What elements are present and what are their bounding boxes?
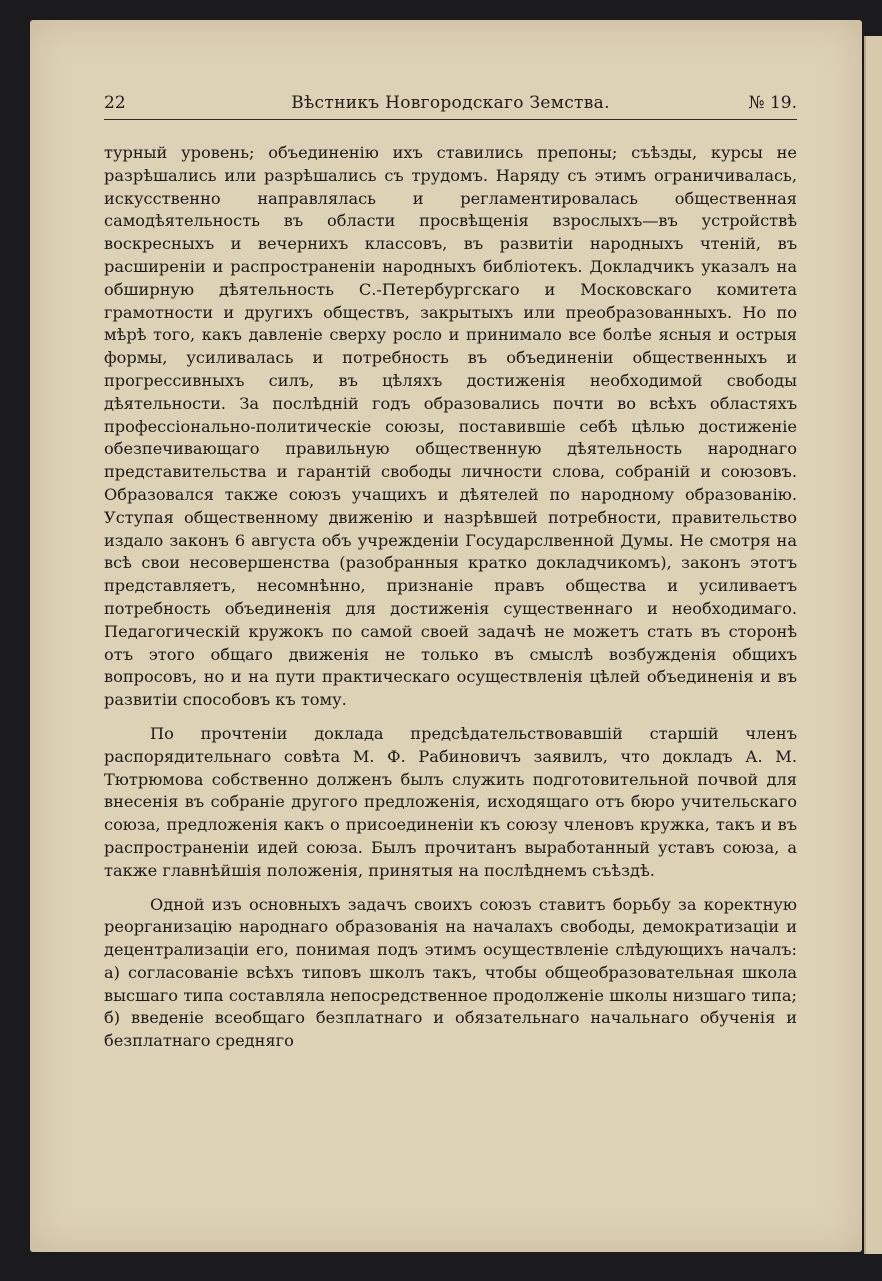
journal-title: Вѣстникъ Новгородскаго Земства. xyxy=(291,93,610,113)
paragraph: По прочтеніи доклада предсѣдательствовавшій старшій членъ распорядительнаго совѣта М. Ф. Рабиновичъ заявилъ, что докладъ А. М. Тютрюмова собственно долженъ былъ служить подготовительной почвой для внесенія въ собраніе другого предложенія, исходящаго отъ бюро учительскаго союза, предложенія какъ о присоединеніи къ союзу членовъ кружка, такъ и въ распространеніи идей союза. Былъ прочитанъ выработанный уставъ союза, а также главнѣйшія положенія, принятыя на послѣднемъ съѣздѣ. xyxy=(104,723,797,880)
next-page-edge xyxy=(864,36,882,1254)
running-header xyxy=(104,93,797,120)
issue-number: № 19. xyxy=(748,93,797,113)
page-number: 22 xyxy=(104,93,126,113)
paragraph: Одной изъ основныхъ задачъ своихъ союзъ ставитъ борьбу за коректную реорганизацію народнаго образованія на началахъ свободы, демократизаціи и децентрализаціи его, понимая подъ этимъ осуществленіе слѣдующихъ началъ: а) согласованіе всѣхъ типовъ школъ такъ, чтобы общеобразовательная школа высшаго типа составляла непосредственное продолженіе школы низшаго типа; б) введеніе всеобщаго безплатнаго и обязательнаго начальнаго обученія и безплатнаго средняго xyxy=(104,894,797,1051)
paragraph-continued: турный уровень; объединенію ихъ ставились препоны; съѣзды, курсы не разрѣшались или разрѣшались съ трудомъ. Наряду съ этимъ ограничивалась, искусственно направлялась и регламентировалась общественная самодѣятельность въ области просвѣщенія взрослыхъ—въ устройствѣ воскресныхъ и вечернихъ классовъ, въ развитіи народныхъ чтеній, въ расширеніи и распространеніи народныхъ библіотекъ. Докладчикъ указалъ на обширную дѣятельность С.-Петербургскаго и Московскаго комитета грамотности и другихъ обществъ, закрытыхъ или преобразованныхъ. Но по мѣрѣ того, какъ давленіе сверху росло и принимало все болѣе ясныя и острыя формы, усиливалась и потребность въ объединеніи общественныхъ и прогрессивныхъ силъ, въ цѣляхъ достиженія необходимой свободы дѣятельности. За послѣдній годъ образовались почти во всѣхъ областяхъ профессіонально-политическіе союзы, поставившіе себѣ цѣлью достиженіе обезпечивающаго правильную общественную дѣятельность народнаго представительства и гарантій свободы личности слова, собраній и союзовъ. Образовался также союзъ учащихъ и дѣятелей по народному образованію. Уступая общественному движенію и назрѣвшей потребности, правительство издало законъ 6 августа объ учрежденіи Государслвенной Думы. Не смотря на всѣ свои несовершенства (разобранныя кратко докладчикомъ), законъ этотъ представляетъ, несомнѣнно, признаніе правъ общества и усиливаетъ потребность объединенія для достиженія существеннаго и необходимаго. Педагогическій кружокъ по самой своей задачѣ не можетъ стать въ сторонѣ отъ этого общаго движенія не только въ смыслѣ возбужденія общихъ вопросовъ, но и на пути практическаго осуществленія цѣлей объединенія и въ развитіи способовъ къ тому. xyxy=(104,143,797,710)
body-text xyxy=(104,142,797,1053)
